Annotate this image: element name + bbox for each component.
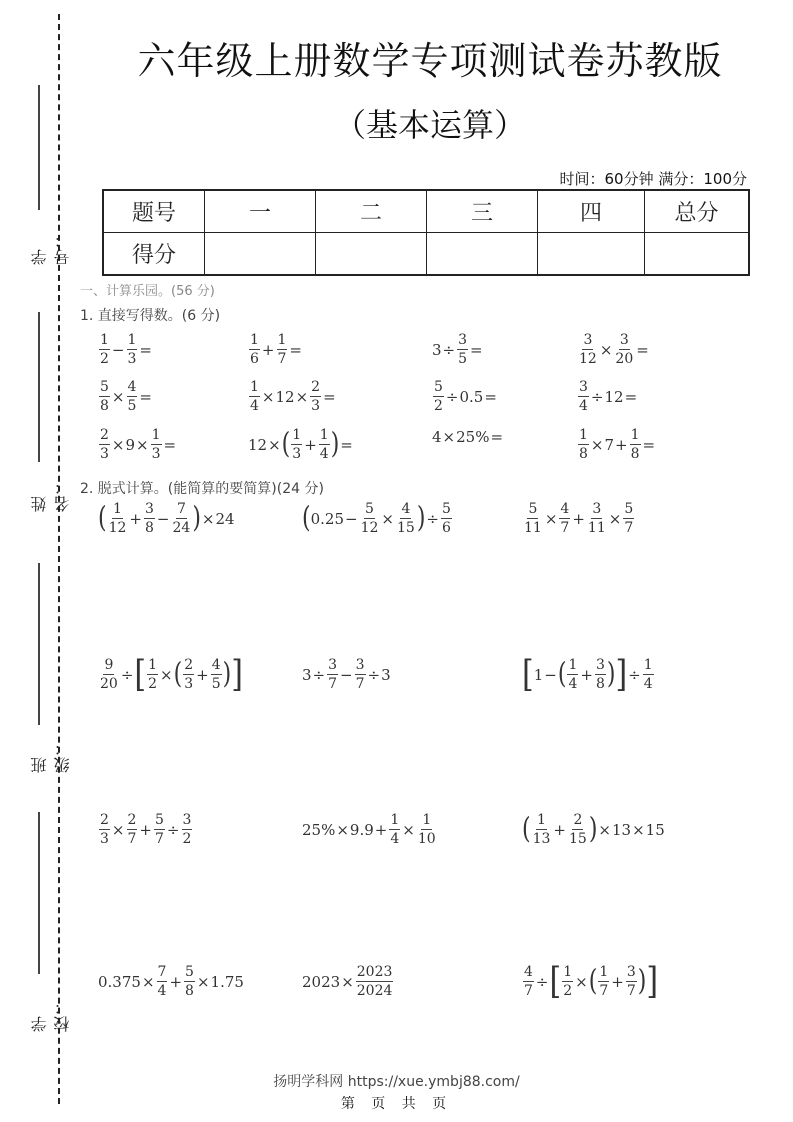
direct-calc-item: $\frac{1}{4}$ × 12 × $\frac{2}{3}$ =	[250, 379, 336, 414]
section-title: 一、计算乐园。(56 分)	[80, 284, 215, 299]
score-input-cell[interactable]	[205, 233, 316, 276]
score-cell: 三	[427, 190, 538, 233]
binding-margin	[0, 0, 70, 1122]
class-field[interactable]	[18, 563, 72, 773]
score-cell: 二	[316, 190, 427, 233]
direct-calc-item: 12 × ( $\frac{1}{3}$ + $\frac{1}{4}$ ) =	[248, 427, 353, 462]
score-value-row	[103, 233, 749, 276]
score-table	[102, 189, 750, 276]
score-cell: 总分	[645, 190, 750, 233]
student-id-field[interactable]	[18, 85, 72, 265]
direct-calc-item: $\frac{3}{12}$ × $\frac{3}{20}$ =	[579, 332, 649, 367]
score-input-cell[interactable]	[316, 233, 427, 276]
student-id-blank[interactable]	[38, 85, 40, 210]
direct-calc-item: $\frac{5}{8}$ × $\frac{4}{5}$ =	[100, 379, 152, 414]
step-calc-item: $\frac{4}{7}$ ÷ [ $\frac{1}{2}$ × ( $\frac{1}{7}$ + $\frac{3}{7}$ ) ]	[524, 959, 659, 1002]
step-calc-item: 0.375 × $\frac{7}{4}$ + $\frac{5}{8}$ × 1.75	[98, 964, 244, 999]
page-subtitle: （基本运算）	[333, 106, 526, 144]
page-title: 六年级上册数学专项测试卷苏教版	[137, 39, 723, 83]
direct-calc-item: $\frac{5}{2}$ ÷ 0.5 =	[434, 379, 497, 414]
question-1-title: 1. 直接写得数。(6 分)	[80, 308, 221, 324]
name-blank[interactable]	[38, 312, 40, 462]
score-cell: 题号	[103, 190, 205, 233]
direct-calc-item: 4 × 25% =	[432, 428, 504, 446]
direct-calc-item: 3 ÷ $\frac{3}{5}$ =	[432, 332, 483, 367]
direct-calc-item: $\frac{2}{3}$ × 9 × $\frac{1}{3}$ =	[100, 427, 177, 462]
cut-line	[58, 14, 60, 1104]
school-label: 学校：	[30, 998, 72, 1032]
score-input-cell[interactable]	[645, 233, 750, 276]
step-calc-item: [ 1 − ( $\frac{1}{4}$ + $\frac{3}{8}$ ) ] ÷ $\frac{1}{4}$	[522, 652, 653, 695]
score-cell: 一	[205, 190, 316, 233]
score-label-cell: 得分	[103, 233, 205, 276]
direct-calc-item: $\frac{1}{6}$ + $\frac{1}{7}$ =	[250, 332, 302, 367]
step-calc-item: ( $\frac{1}{12}$ + $\frac{3}{8}$ − $\frac{7}{24}$ ) × 24	[98, 501, 235, 536]
score-cell: 四	[538, 190, 645, 233]
direct-calc-item: $\frac{1}{2}$ − $\frac{1}{3}$ =	[100, 332, 152, 367]
exam-meta: 时间：60分钟 满分：100分	[559, 170, 747, 188]
step-calc-item: $\frac{5}{11}$ × $\frac{4}{7}$ + $\frac{3}{11}$ × $\frac{5}{7}$	[524, 501, 634, 536]
name-label: 姓名：	[30, 478, 72, 512]
school-field[interactable]	[18, 812, 72, 1032]
class-label: 班级：	[30, 739, 72, 773]
step-calc-item: 25% × 9.9 + $\frac{1}{4}$ × $\frac{1}{10}$	[302, 812, 436, 847]
score-input-cell[interactable]	[427, 233, 538, 276]
question-2-title: 2. 脱式计算。(能简算的要简算)(24 分)	[80, 481, 324, 497]
step-calc-item: ( $\frac{1}{13}$ + $\frac{2}{15}$ ) × 13 × 15	[522, 812, 665, 847]
score-header-row	[103, 190, 749, 233]
name-field[interactable]	[18, 312, 72, 512]
direct-calc-item: $\frac{1}{8}$ × 7 + $\frac{1}{8}$ =	[579, 427, 656, 462]
score-input-cell[interactable]	[538, 233, 645, 276]
footer-site: 扬明学科网 https://xue.ymbj88.com/	[273, 1074, 520, 1090]
step-calc-item: 2023 × $\frac{2023}{2024}$	[302, 964, 393, 999]
direct-calc-item: $\frac{3}{4}$ ÷ 12 =	[579, 379, 638, 414]
step-calc-item: $\frac{9}{20}$ ÷ [ $\frac{1}{2}$ × ( $\frac{2}{3}$ + $\frac{4}{5}$ ) ]	[100, 652, 243, 695]
student-id-label: 学号：	[30, 231, 72, 265]
step-calc-item: $\frac{2}{3}$ × $\frac{2}{7}$ + $\frac{5}{7}$ ÷ $\frac{3}{2}$	[100, 812, 192, 847]
school-blank[interactable]	[38, 812, 40, 974]
footer-page: 第 页 共 页	[340, 1096, 453, 1112]
step-calc-item: ( 0.25 − $\frac{5}{12}$ × $\frac{4}{15}$ ) ÷ $\frac{5}{6}$	[302, 501, 451, 536]
class-blank[interactable]	[38, 563, 40, 725]
step-calc-item: 3 ÷ $\frac{3}{7}$ − $\frac{3}{7}$ ÷ 3	[302, 657, 391, 692]
